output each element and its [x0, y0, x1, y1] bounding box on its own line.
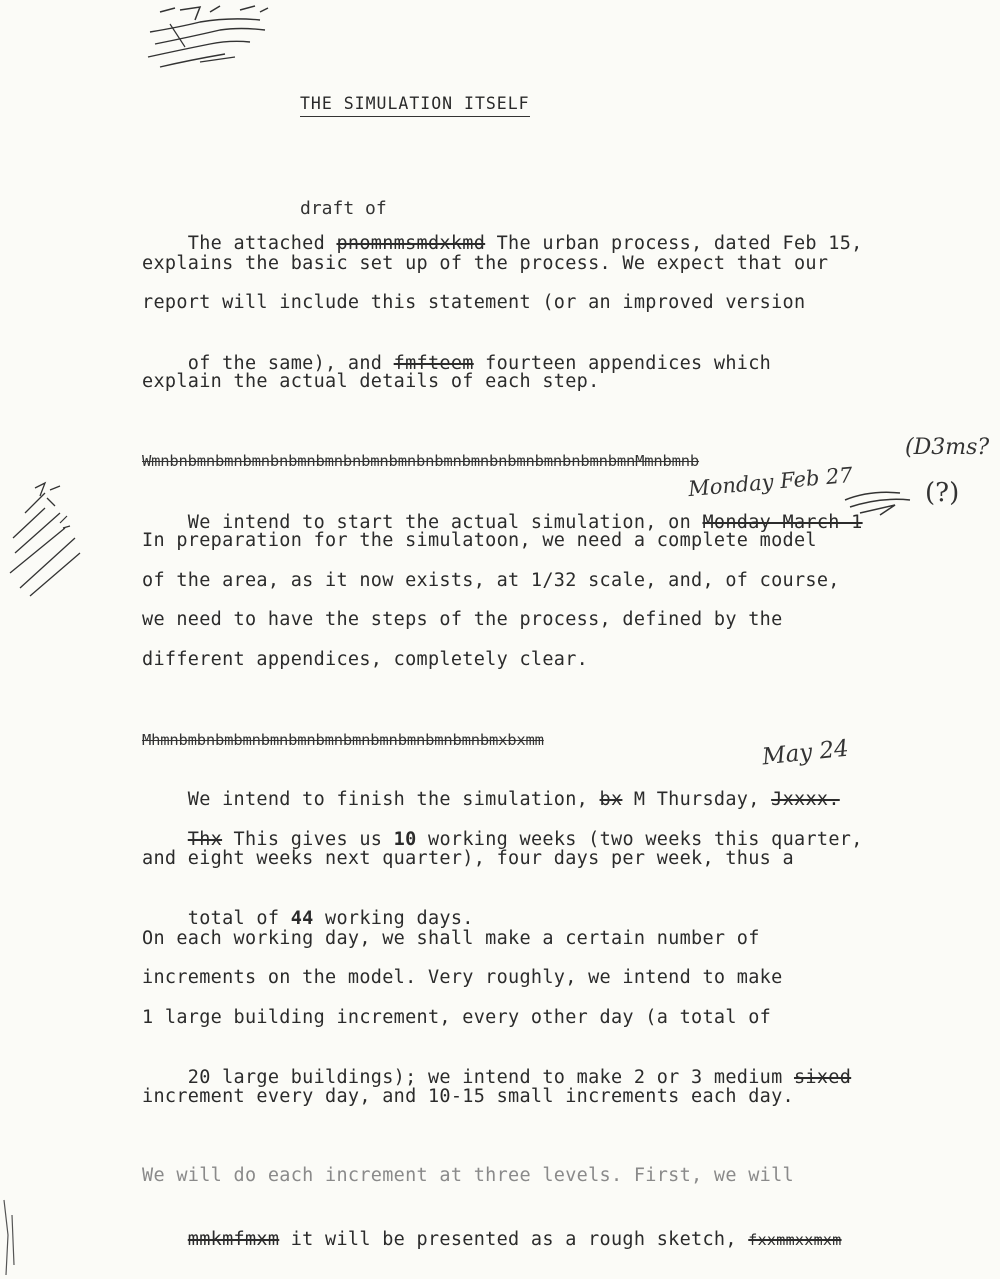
- left-margin-scribble: [5, 478, 90, 603]
- handwritten-insert-date: Monday Feb 27: [687, 462, 854, 502]
- p3-line2-start: This gives us: [222, 829, 394, 850]
- handwritten-insert-draft-of: draft of: [300, 198, 387, 219]
- p4-line-2: [142, 1208, 842, 1271]
- binding-mark: [0, 1195, 25, 1279]
- p3-line-9: increment every day, and 10-15 small increments each day.: [142, 1086, 794, 1107]
- struck-word: mmkmfmxm: [187, 1229, 280, 1250]
- page-title: THE SIMULATION ITSELF: [300, 94, 530, 117]
- p3-line2-end: working weeks (two weeks this quarter,: [416, 829, 863, 850]
- struck-date: Monday March 1: [702, 512, 863, 533]
- p3-line-7: 1 large building increment, every other day (a total of: [142, 1007, 772, 1028]
- p3-line-3: and eight weeks next quarter), four days per week, thus a: [142, 848, 794, 869]
- p3-overtyped-line: Mhmnbmbnbmbmnbmnbmnbmnbmnbmnbmnbmnbmnbmxbxmm: [142, 731, 544, 749]
- corrected-number: 44: [290, 908, 314, 929]
- p4-line-1: We will do each increment at three levels. First, we will: [142, 1165, 794, 1186]
- strike-scribble: [840, 475, 920, 520]
- margin-note-paren-question: (?): [925, 478, 960, 508]
- p2-line1-start: We intend to start the actual simulation, on: [187, 512, 703, 533]
- handwritten-insert-may: May 24: [760, 735, 850, 771]
- p3-line1-mid: M Thursday,: [622, 789, 772, 810]
- top-left-scribble: [140, 2, 280, 77]
- p2-line-5: different appendices, completely clear.: [142, 649, 589, 670]
- p1-line-2: explains the basic set up of the process. We expect that our: [142, 253, 829, 274]
- p3-line4-start: total of: [187, 908, 291, 929]
- p2-line-4: we need to have the steps of the process, defined by the: [142, 609, 783, 630]
- p1-line1-end: The urban process, dated Feb 15,: [485, 233, 863, 254]
- p1-line-3: report will include this statement (or an improved version: [142, 292, 806, 313]
- margin-note-question: (D3ms?: [905, 435, 990, 460]
- p3-line-5: On each working day, we shall make a certain number of: [142, 928, 760, 949]
- p2-overtyped-line: WmnbnbmnbmnbmnbnbmnbmnbnbmnbmnbnbmnbmnbnbmnbmnbnbmnbmnMmnbmnb: [142, 452, 700, 470]
- p4-line2-mid: it will be presented as a rough sketch,: [279, 1229, 749, 1250]
- p1-line4-start: of the same), and: [187, 353, 394, 374]
- struck-word: Jxxxx.: [771, 789, 840, 810]
- p2-line-3: of the area, as it now exists, at 1/32 scale, and, of course,: [142, 570, 840, 591]
- p3-line4-end: working days.: [313, 908, 474, 929]
- struck-word: sixed: [793, 1067, 852, 1088]
- p3-line8-start: 20 large buildings); we intend to make 2 or 3 medium: [187, 1067, 794, 1088]
- p1-line-5: explain the actual details of each step.: [142, 371, 600, 392]
- p3-line1-start: We intend to finish the simulation,: [187, 789, 600, 810]
- p2-line-2: In preparation for the simulatoon, we need a complete model: [142, 530, 817, 551]
- struck-word: bx: [599, 789, 623, 810]
- p3-line-6: increments on the model. Very roughly, we intend to make: [142, 967, 783, 988]
- struck-word: fmfteem: [393, 353, 474, 374]
- p1-line4-end: fourteen appendices which: [473, 353, 772, 374]
- struck-word: pnomnmsmdxkmd: [336, 233, 486, 254]
- struck-word: fxxmmxxmxm: [748, 1231, 842, 1249]
- corrected-number: 10: [393, 829, 417, 850]
- struck-word: Thx: [187, 829, 223, 850]
- p1-line1-start: The attached: [187, 233, 337, 254]
